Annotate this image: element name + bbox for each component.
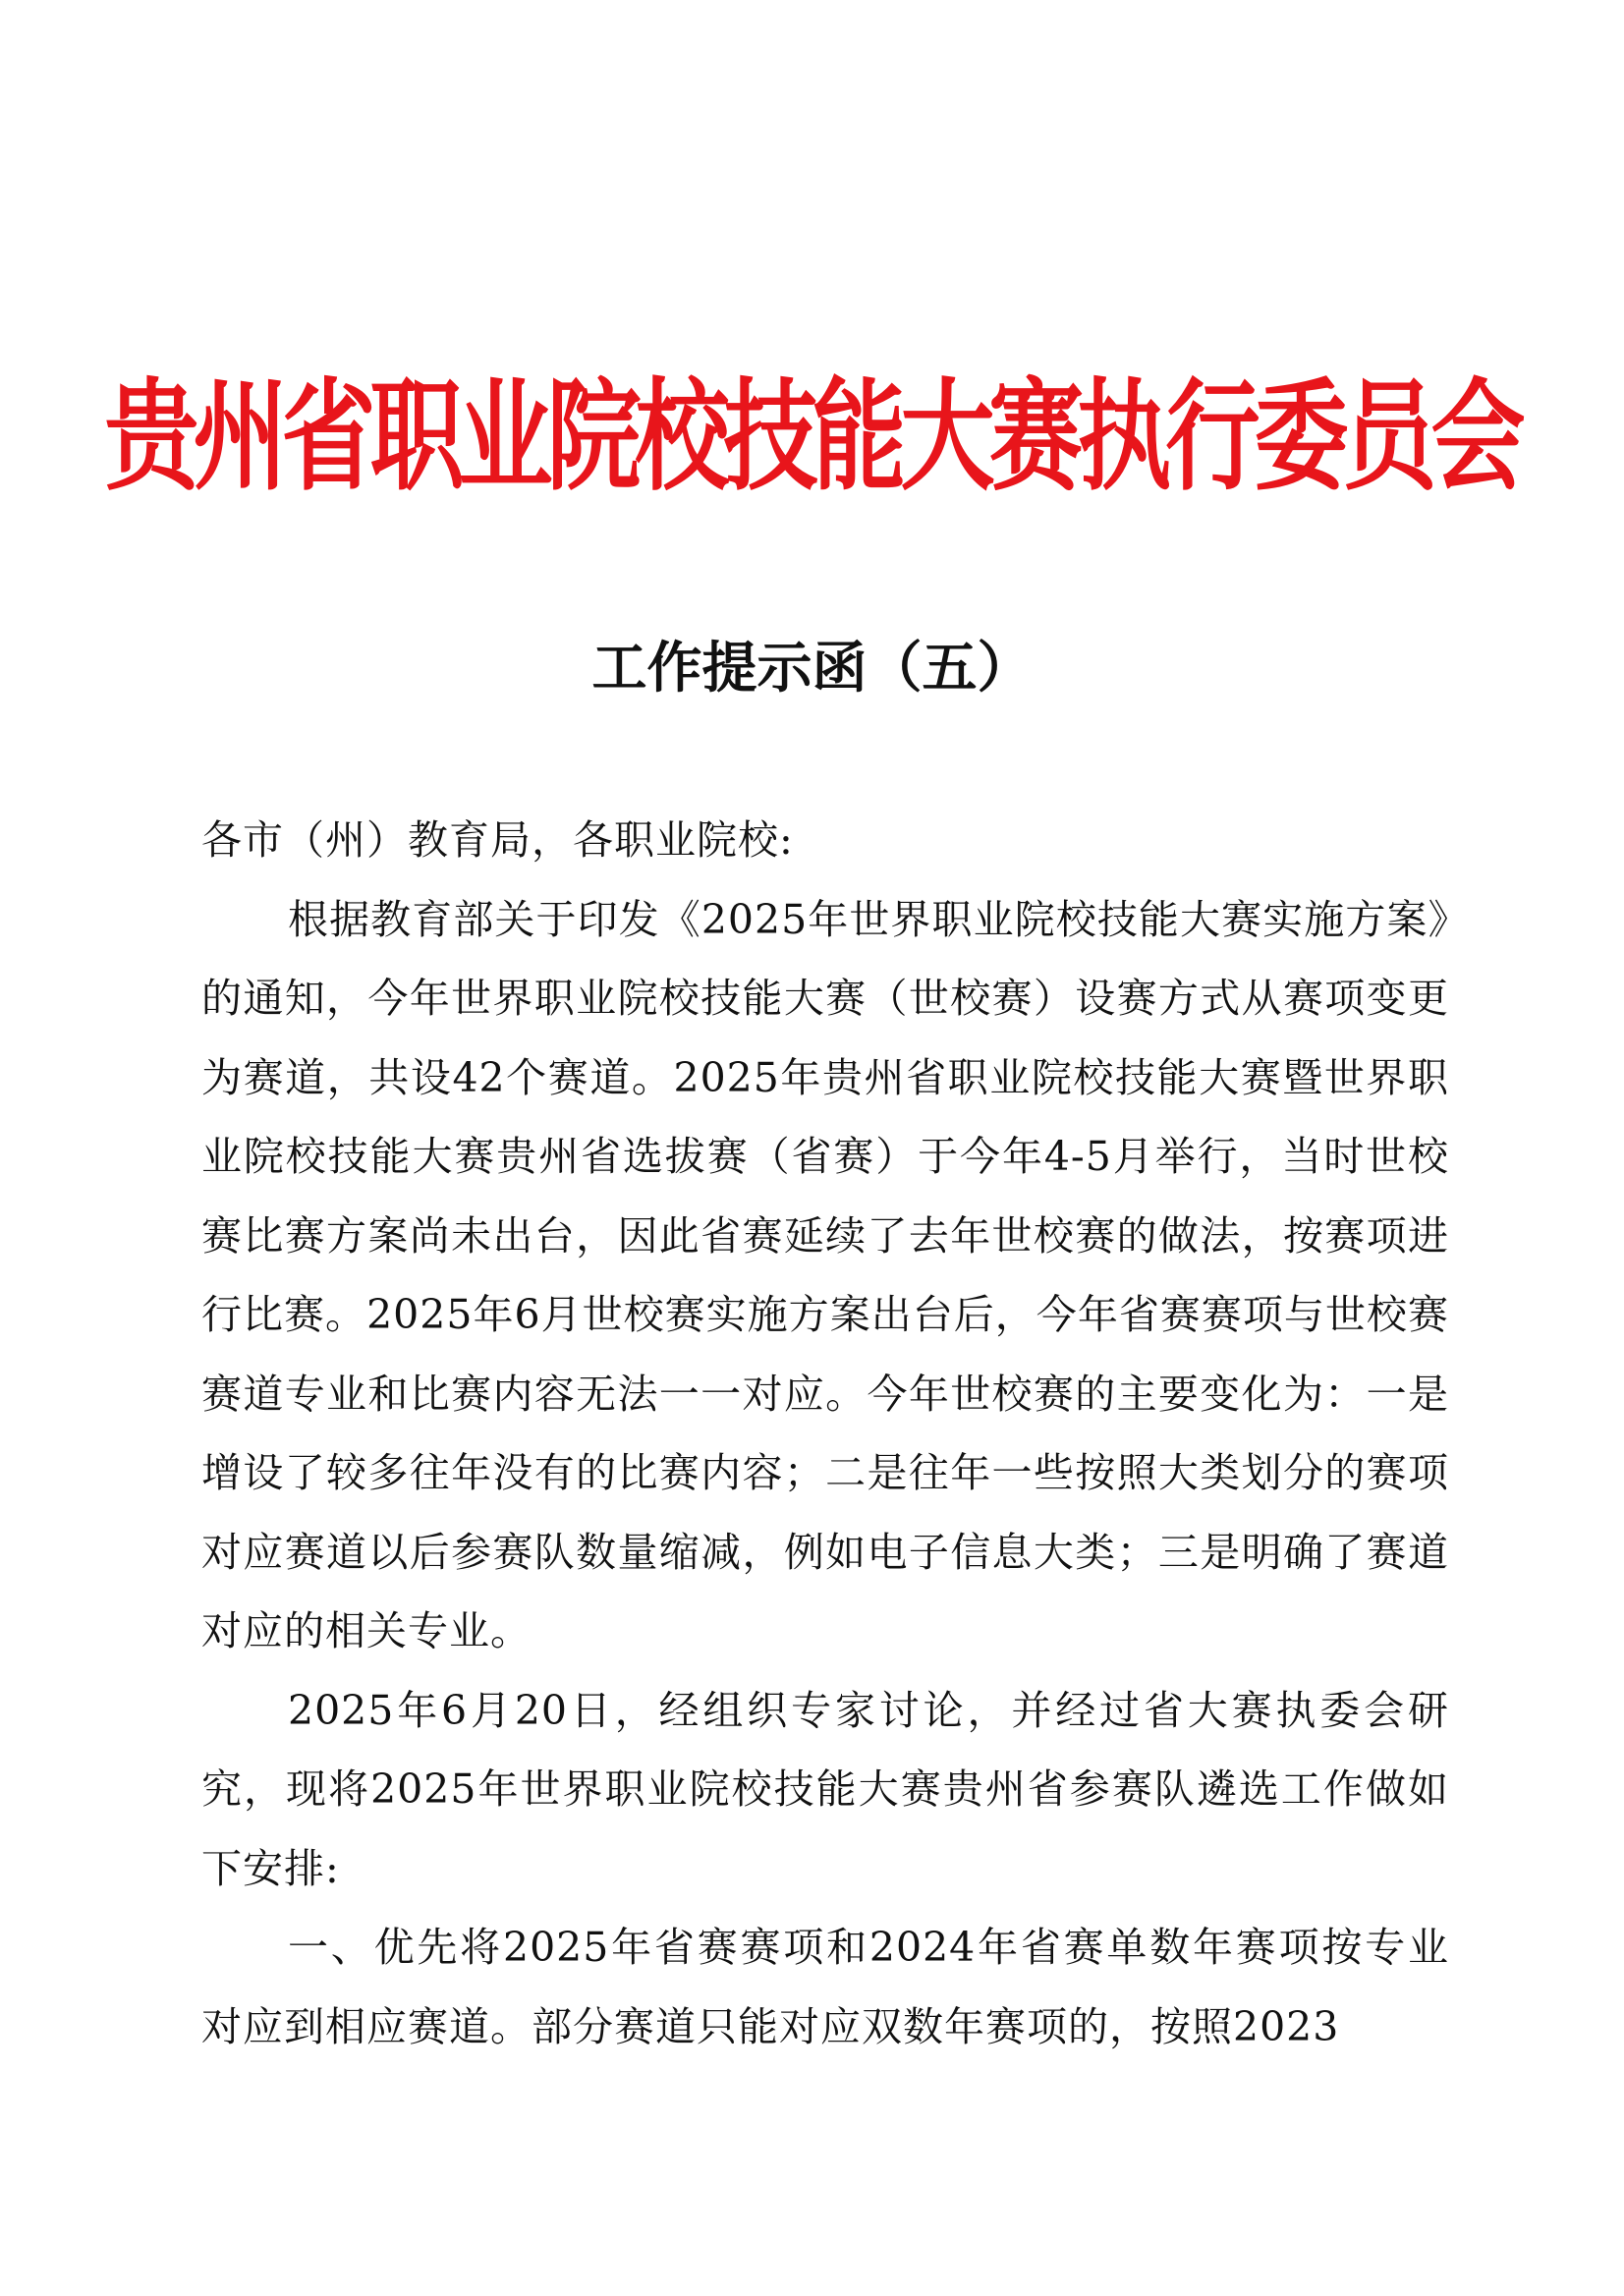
document-body bbox=[201, 801, 1449, 2066]
paragraph: 根据教育部关于印发《2025年世界职业院校技能大赛实施方案》的通知，今年世界职业院校技能大赛（世校赛）设赛方式从赛项变更为赛道，共设42个赛道。2025年贵州省职业院校技能大赛暨世界职业院校技能大赛贵州省选拔赛（省赛）于今年4-5月举行，当时世校赛比赛方案尚未出台，因此省赛延续了去年世校赛的做法，按赛项进行比赛。2025年6月世校赛实施方案出台后，今年省赛赛项与世校赛赛道专业和比赛内容无法一一对应。今年世校赛的主要变化为：一是增设了较多往年没有的比赛内容；二是往年一些按照大类划分的赛项对应赛道以后参赛队数量缩减，例如电子信息大类；三是明确了赛道对应的相关专业。 bbox=[201, 895, 1449, 1654]
org-header bbox=[104, 339, 1520, 535]
org-name: 贵州省职业院校技能大赛执行委员会 bbox=[104, 366, 1520, 508]
paragraph: 2025年6月20日，经组织专家讨论，并经过省大赛执委会研究，现将2025年世界职业院校技能大赛贵州省参赛队遴选工作做如下安排: bbox=[201, 1686, 1449, 1892]
document-title: 工作提示函（五） bbox=[591, 636, 1033, 700]
salutation: 各市（州）教育局，各职业院校: bbox=[201, 816, 794, 864]
paragraph: 一、优先将2025年省赛赛项和2024年省赛单数年赛项按专业对应到相应赛道。部分赛道只能对应双数年赛项的，按照2023 bbox=[201, 1924, 1449, 2050]
